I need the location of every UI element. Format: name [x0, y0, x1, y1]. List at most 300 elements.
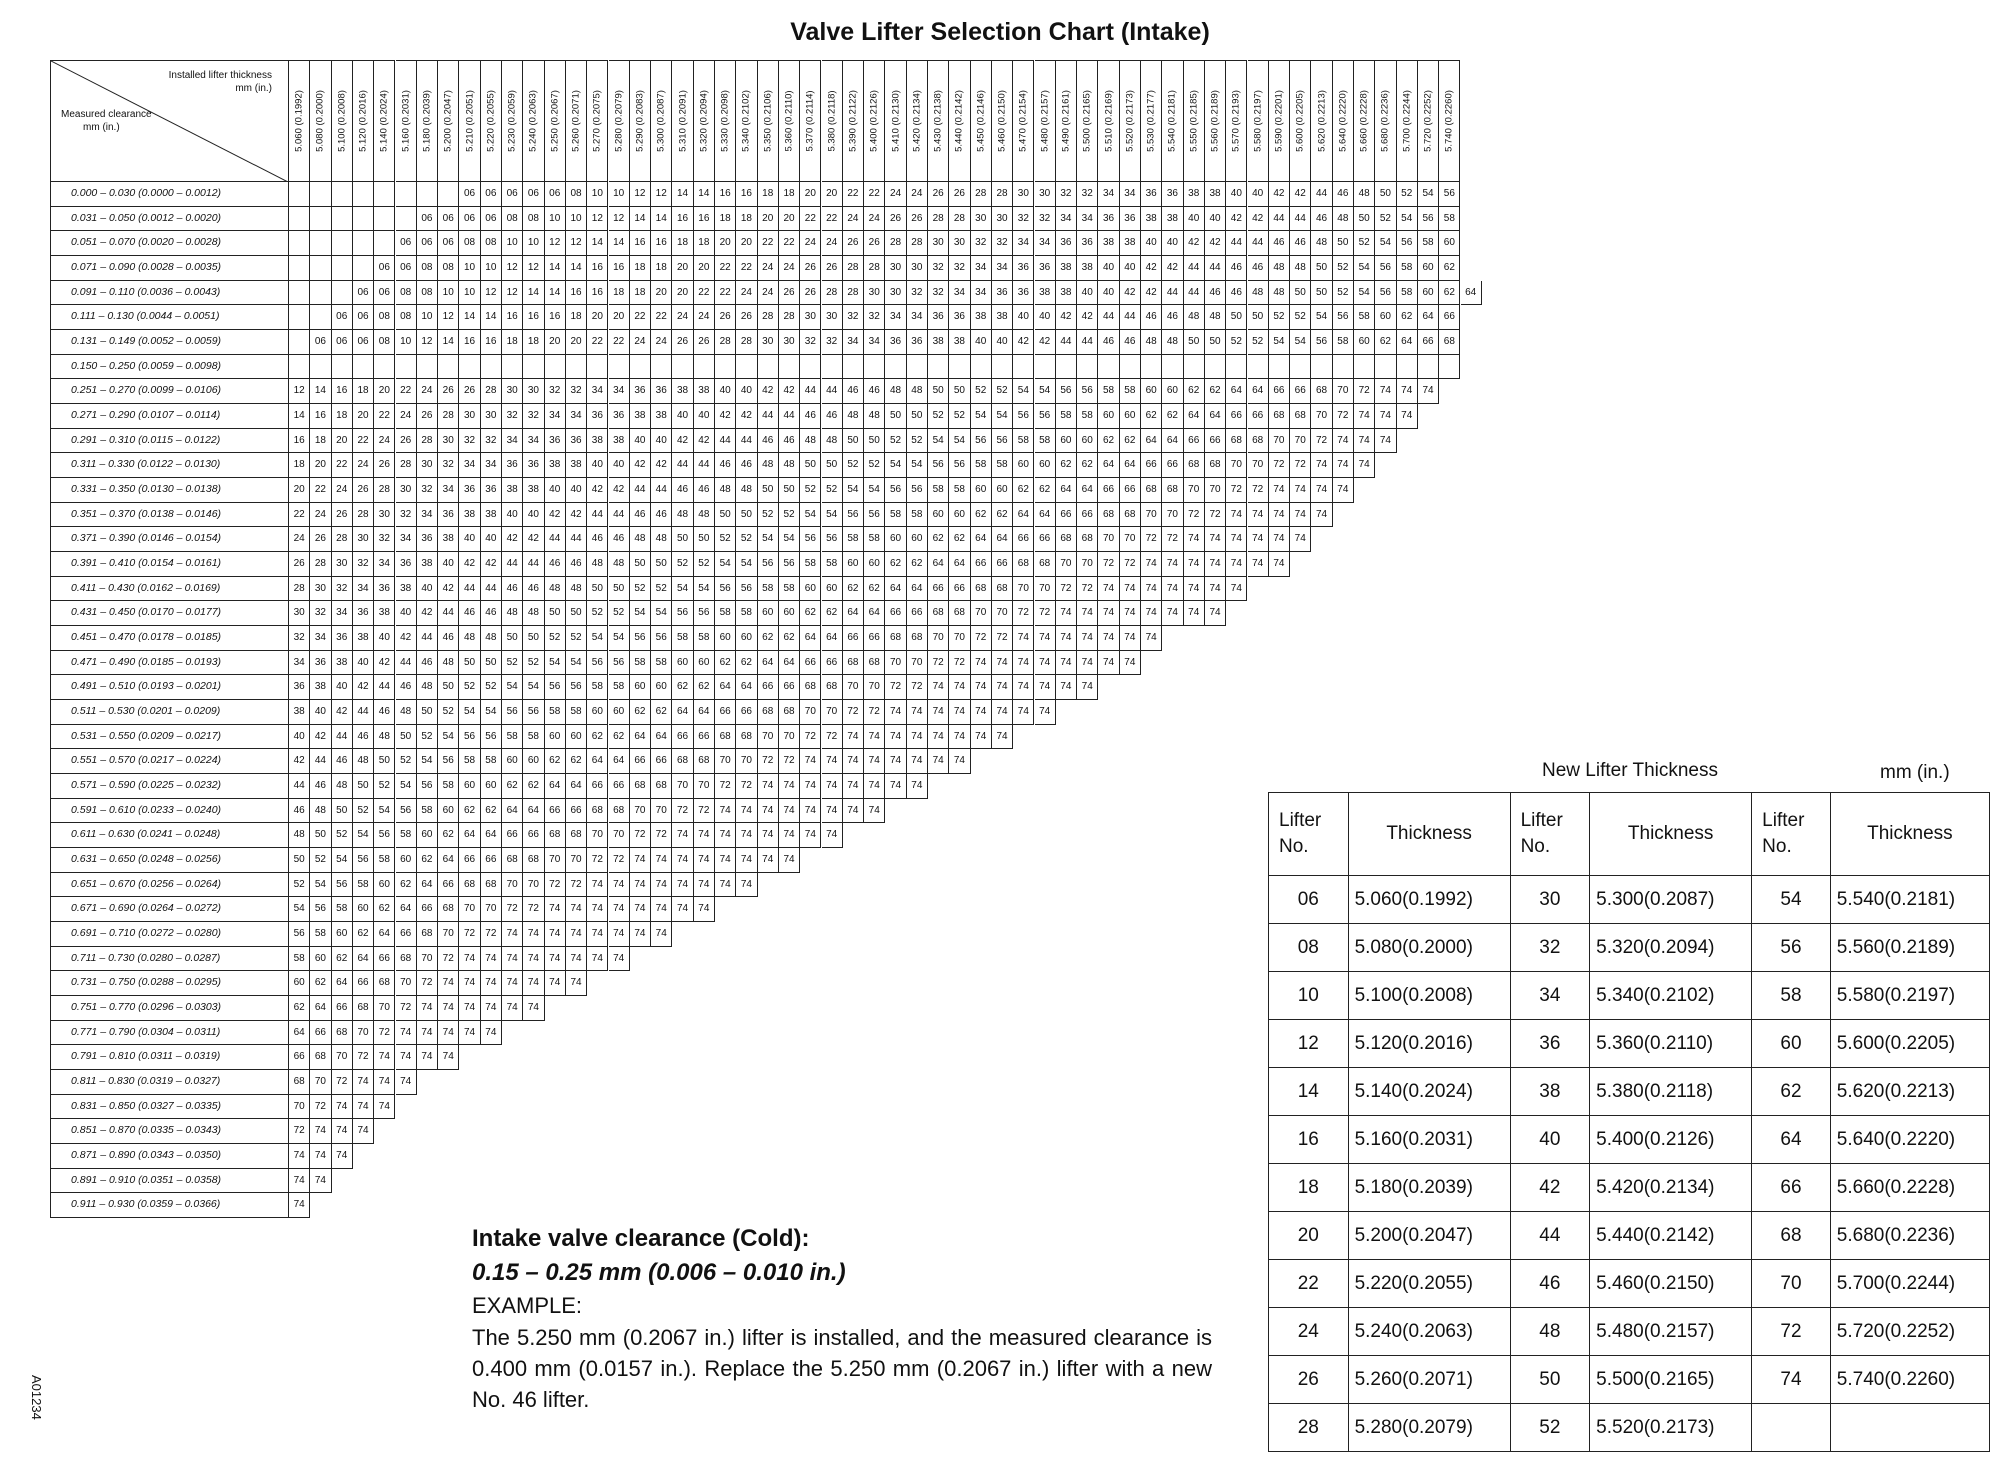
matrix-cell: 60: [1120, 404, 1141, 429]
matrix-cell: 32: [438, 453, 459, 478]
matrix-cell: 70: [800, 700, 821, 725]
matrix-cell: [310, 256, 331, 281]
matrix-cell: 54: [928, 429, 949, 454]
column-header-label: 5.300 (0.2087): [655, 90, 667, 152]
matrix-cell: 64: [800, 626, 821, 651]
matrix-cell: 36: [992, 281, 1013, 306]
lifter-thickness: 5.120(0.2016): [1348, 1020, 1510, 1068]
matrix-cell: 34: [396, 527, 417, 552]
matrix-cell: 32: [864, 305, 885, 330]
row-label: 0.111 – 0.130 (0.0044 – 0.0051): [50, 305, 289, 330]
matrix-cell: 72: [779, 749, 800, 774]
matrix-cell: 52: [864, 453, 885, 478]
matrix-cell: 72: [651, 823, 672, 848]
matrix-cell: 74: [417, 1045, 438, 1070]
matrix-cell: 50: [353, 774, 374, 799]
matrix-cell: 30: [758, 330, 779, 355]
matrix-cell: 74: [736, 873, 757, 898]
matrix-cell: 74: [1056, 601, 1077, 626]
column-header: [885, 60, 906, 182]
matrix-cell: 70: [459, 897, 480, 922]
row-label: 0.091 – 0.110 (0.0036 – 0.0043): [50, 281, 289, 306]
matrix-cell: 08: [481, 231, 502, 256]
matrix-cell: 20: [566, 330, 587, 355]
matrix-cell: 58: [545, 700, 566, 725]
matrix-cell: 60: [1056, 429, 1077, 454]
matrix-cell: [907, 355, 928, 380]
column-header: [672, 60, 693, 182]
matrix-cell: 70: [332, 1045, 353, 1070]
matrix-cell: 74: [1120, 626, 1141, 651]
matrix-cell: 70: [630, 799, 651, 824]
matrix-cell: 70: [843, 675, 864, 700]
matrix-cell: 66: [417, 897, 438, 922]
matrix-cell: 50: [566, 601, 587, 626]
matrix-cell: 10: [502, 231, 523, 256]
matrix-cell: 20: [779, 207, 800, 232]
matrix-cell: [630, 355, 651, 380]
lifter-row: [1269, 1116, 1990, 1164]
matrix-cell: 68: [438, 897, 459, 922]
matrix-cell: 74: [800, 774, 821, 799]
lifter-thickness: 5.060(0.1992): [1348, 876, 1510, 924]
matrix-cell: 72: [843, 700, 864, 725]
lifter-number: 16: [1269, 1116, 1349, 1164]
matrix-cell: 32: [1035, 207, 1056, 232]
matrix-cell: 74: [630, 897, 651, 922]
matrix-cell: 66: [992, 552, 1013, 577]
matrix-cell: 66: [523, 823, 544, 848]
matrix-cell: 14: [672, 182, 693, 207]
matrix-cell: 70: [566, 848, 587, 873]
column-header: [992, 60, 1013, 182]
matrix-cell: 12: [438, 305, 459, 330]
matrix-cell: 52: [822, 478, 843, 503]
matrix-cell: 70: [885, 651, 906, 676]
matrix-cell: 46: [864, 379, 885, 404]
matrix-cell: [715, 355, 736, 380]
matrix-cell: 74: [1035, 675, 1056, 700]
matrix-cell: 74: [310, 1119, 331, 1144]
matrix-cell: [289, 256, 310, 281]
matrix-cell: 60: [1439, 231, 1460, 256]
matrix-cell: 56: [800, 527, 821, 552]
column-header-label: 5.220 (0.2055): [485, 90, 497, 152]
matrix-cell: 70: [715, 749, 736, 774]
matrix-cell: 56: [843, 503, 864, 528]
matrix-cell: 68: [630, 774, 651, 799]
matrix-cell: 06: [417, 231, 438, 256]
matrix-cell: 52: [396, 749, 417, 774]
matrix-cell: 40: [353, 651, 374, 676]
matrix-cell: 54: [822, 503, 843, 528]
matrix-cell: 60: [949, 503, 970, 528]
row-label: 0.691 – 0.710 (0.0272 – 0.0280): [50, 922, 289, 947]
column-header: [481, 60, 502, 182]
matrix-cell: 64: [1162, 429, 1183, 454]
row-label: 0.831 – 0.850 (0.0327 – 0.0335): [50, 1095, 289, 1120]
matrix-cell: 74: [374, 1045, 395, 1070]
matrix-cell: 36: [630, 379, 651, 404]
matrix-cell: 48: [353, 749, 374, 774]
column-header: [459, 60, 480, 182]
matrix-cell: [651, 355, 672, 380]
matrix-cell: 74: [523, 996, 544, 1021]
matrix-cell: 22: [651, 305, 672, 330]
matrix-cell: 36: [353, 601, 374, 626]
lifter-thickness: 5.640(0.2220): [1830, 1116, 1989, 1164]
matrix-cell: 18: [289, 453, 310, 478]
matrix-cell: 72: [1141, 527, 1162, 552]
matrix-cell: 74: [459, 971, 480, 996]
matrix-cell: 06: [353, 305, 374, 330]
matrix-cell: 74: [1184, 577, 1205, 602]
matrix-cell: 48: [885, 379, 906, 404]
matrix-cell: 74: [1098, 601, 1119, 626]
matrix-cell: 68: [289, 1070, 310, 1095]
row-label: 0.671 – 0.690 (0.0264 – 0.0272): [50, 897, 289, 922]
matrix-cell: 54: [736, 552, 757, 577]
matrix-cell: 52: [779, 503, 800, 528]
matrix-cell: [481, 355, 502, 380]
matrix-cell: 50: [459, 651, 480, 676]
matrix-cell: 24: [736, 281, 757, 306]
matrix-cell: 56: [885, 478, 906, 503]
matrix-cell: 62: [672, 675, 693, 700]
matrix-cell: 52: [715, 527, 736, 552]
matrix-cell: 74: [800, 823, 821, 848]
matrix-cell: 74: [864, 725, 885, 750]
column-header-label: 5.500 (0.2165): [1081, 90, 1093, 152]
matrix-cell: 20: [609, 305, 630, 330]
matrix-cell: 62: [630, 700, 651, 725]
matrix-cell: 14: [609, 231, 630, 256]
matrix-cell: 64: [885, 577, 906, 602]
column-header-label: 5.060 (0.1992): [293, 90, 305, 152]
matrix-cell: 72: [459, 922, 480, 947]
column-header: [1205, 60, 1226, 182]
matrix-cell: 30: [885, 281, 906, 306]
matrix-cell: 46: [822, 404, 843, 429]
matrix-cell: 28: [396, 453, 417, 478]
matrix-cell: 74: [1162, 577, 1183, 602]
matrix-cell: 68: [481, 873, 502, 898]
lifter-number: 68: [1752, 1212, 1831, 1260]
column-header: [310, 60, 331, 182]
column-header-label: 5.100 (0.2008): [336, 90, 348, 152]
matrix-cell: 52: [1226, 330, 1247, 355]
row-label: 0.531 – 0.550 (0.0209 – 0.0217): [50, 725, 289, 750]
matrix-cell: 72: [907, 675, 928, 700]
matrix-cell: 56: [736, 577, 757, 602]
matrix-cell: 42: [651, 453, 672, 478]
matrix-cell: 66: [438, 873, 459, 898]
column-header: [1375, 60, 1396, 182]
matrix-cell: 64: [1248, 379, 1269, 404]
matrix-cell: 40: [481, 527, 502, 552]
corner-installed-line1: Installed lifter thickness: [168, 70, 272, 81]
matrix-cell: 62: [928, 527, 949, 552]
matrix-cell: 22: [374, 404, 395, 429]
row-label: 0.391 – 0.410 (0.0154 – 0.0161): [50, 552, 289, 577]
matrix-cell: 52: [651, 577, 672, 602]
matrix-cell: 26: [332, 503, 353, 528]
matrix-cell: 12: [481, 281, 502, 306]
matrix-cell: [822, 355, 843, 380]
matrix-cell: 42: [374, 651, 395, 676]
matrix-cell: 42: [310, 725, 331, 750]
matrix-cell: [396, 207, 417, 232]
matrix-cell: 68: [1290, 404, 1311, 429]
matrix-cell: 54: [800, 503, 821, 528]
matrix-cell: 62: [1375, 330, 1396, 355]
matrix-cell: 64: [502, 799, 523, 824]
matrix-cell: 52: [1269, 305, 1290, 330]
lifter-number: 44: [1510, 1212, 1590, 1260]
matrix-cell: 40: [502, 503, 523, 528]
matrix-cell: 40: [736, 379, 757, 404]
lifter-number: 26: [1269, 1356, 1349, 1404]
matrix-cell: 42: [1162, 256, 1183, 281]
column-header-label: 5.340 (0.2102): [740, 90, 752, 152]
matrix-cell: 40: [715, 379, 736, 404]
matrix-cell: 24: [332, 478, 353, 503]
matrix-cell: 74: [1205, 527, 1226, 552]
matrix-cell: 64: [609, 749, 630, 774]
column-header-label: 5.210 (0.2051): [464, 90, 476, 152]
matrix-cell: 14: [438, 330, 459, 355]
matrix-cell: [694, 355, 715, 380]
matrix-cell: 44: [523, 552, 544, 577]
matrix-cell: 70: [779, 725, 800, 750]
matrix-cell: 42: [545, 503, 566, 528]
matrix-cell: 72: [609, 848, 630, 873]
matrix-cell: 64: [864, 601, 885, 626]
matrix-cell: 50: [481, 651, 502, 676]
lifter-number: 58: [1752, 972, 1831, 1020]
column-header: [502, 60, 523, 182]
matrix-cell: 36: [502, 453, 523, 478]
matrix-cell: 62: [310, 971, 331, 996]
matrix-cell: 16: [694, 207, 715, 232]
column-header-label: 5.550 (0.2185): [1188, 90, 1200, 152]
matrix-cell: 74: [1205, 552, 1226, 577]
example-label: EXAMPLE:: [472, 1293, 583, 1318]
matrix-cell: 36: [1035, 256, 1056, 281]
matrix-cell: 38: [971, 305, 992, 330]
matrix-cell: 74: [1375, 379, 1396, 404]
matrix-cell: 70: [523, 873, 544, 898]
matrix-cell: 44: [459, 577, 480, 602]
matrix-cell: 26: [800, 256, 821, 281]
matrix-cell: 44: [1226, 231, 1247, 256]
matrix-cell: 42: [1056, 305, 1077, 330]
matrix-cell: 68: [864, 651, 885, 676]
matrix-cell: 74: [566, 947, 587, 972]
matrix-cell: 66: [1269, 379, 1290, 404]
matrix-cell: 74: [459, 996, 480, 1021]
matrix-cell: 26: [459, 379, 480, 404]
matrix-cell: 74: [1354, 453, 1375, 478]
matrix-cell: 24: [374, 429, 395, 454]
matrix-cell: 70: [822, 700, 843, 725]
lifter-thickness: 5.180(0.2039): [1348, 1164, 1510, 1212]
matrix-cell: 36: [907, 330, 928, 355]
matrix-cell: 24: [843, 207, 864, 232]
matrix-cell: 66: [1439, 305, 1460, 330]
column-header: [374, 60, 395, 182]
matrix-cell: 74: [1205, 577, 1226, 602]
matrix-cell: 28: [864, 256, 885, 281]
column-header-label: 5.580 (0.2197): [1252, 90, 1264, 152]
matrix-cell: 74: [800, 799, 821, 824]
matrix-cell: 74: [1077, 626, 1098, 651]
matrix-cell: 36: [587, 404, 608, 429]
matrix-cell: 14: [694, 182, 715, 207]
matrix-cell: 62: [1120, 429, 1141, 454]
matrix-cell: 66: [694, 725, 715, 750]
matrix-cell: 26: [736, 305, 757, 330]
matrix-cell: 26: [949, 182, 970, 207]
matrix-cell: 50: [1248, 305, 1269, 330]
matrix-cell: 06: [438, 231, 459, 256]
matrix-cell: 56: [1375, 281, 1396, 306]
matrix-cell: 50: [587, 577, 608, 602]
matrix-cell: 26: [672, 330, 693, 355]
matrix-cell: 56: [481, 725, 502, 750]
matrix-cell: 18: [651, 256, 672, 281]
matrix-cell: 40: [1035, 305, 1056, 330]
matrix-cell: 58: [672, 626, 693, 651]
matrix-cell: 22: [822, 207, 843, 232]
matrix-cell: 52: [694, 552, 715, 577]
column-header-label: 5.450 (0.2146): [975, 90, 987, 152]
matrix-cell: 46: [289, 799, 310, 824]
header-lifter-no: [1269, 793, 1349, 876]
matrix-cell: 74: [417, 1021, 438, 1046]
header-lifter-line2: No.: [1279, 836, 1309, 857]
matrix-cell: [417, 182, 438, 207]
column-header-label: 5.530 (0.2177): [1145, 90, 1157, 152]
matrix-cell: 60: [885, 527, 906, 552]
matrix-cell: 46: [1120, 330, 1141, 355]
matrix-cell: 16: [502, 305, 523, 330]
matrix-cell: 38: [1141, 207, 1162, 232]
matrix-cell: 20: [736, 231, 757, 256]
matrix-cell: 70: [1248, 453, 1269, 478]
matrix-cell: 16: [523, 305, 544, 330]
matrix-cell: 70: [502, 873, 523, 898]
matrix-cell: 70: [1120, 527, 1141, 552]
matrix-cell: 50: [332, 799, 353, 824]
matrix-cell: 72: [1098, 552, 1119, 577]
matrix-cell: 58: [630, 651, 651, 676]
matrix-cell: [885, 355, 906, 380]
column-header: [1269, 60, 1290, 182]
matrix-cell: 34: [459, 453, 480, 478]
matrix-cell: 16: [459, 330, 480, 355]
matrix-cell: 24: [310, 503, 331, 528]
column-header-label: 5.440 (0.2142): [953, 90, 965, 152]
matrix-cell: 50: [609, 577, 630, 602]
matrix-cell: 26: [907, 207, 928, 232]
matrix-cell: 12: [651, 182, 672, 207]
row-label: 0.071 – 0.090 (0.0028 – 0.0035): [50, 256, 289, 281]
matrix-cell: 70: [949, 626, 970, 651]
matrix-cell: 52: [1290, 305, 1311, 330]
matrix-cell: 44: [289, 774, 310, 799]
column-header: [1141, 60, 1162, 182]
matrix-cell: 72: [1205, 503, 1226, 528]
matrix-cell: 48: [396, 700, 417, 725]
matrix-cell: 68: [609, 799, 630, 824]
matrix-cell: 44: [630, 478, 651, 503]
column-header-label: 5.380 (0.2118): [826, 90, 838, 152]
matrix-cell: 74: [587, 897, 608, 922]
matrix-cell: 74: [1333, 429, 1354, 454]
matrix-cell: 50: [758, 478, 779, 503]
matrix-cell: 30: [353, 527, 374, 552]
matrix-cell: 48: [374, 725, 395, 750]
matrix-cell: 60: [1141, 379, 1162, 404]
matrix-cell: 48: [1162, 330, 1183, 355]
matrix-cell: 46: [843, 379, 864, 404]
row-label: 0.431 – 0.450 (0.0170 – 0.0177): [50, 601, 289, 626]
matrix-cell: 74: [396, 1021, 417, 1046]
matrix-cell: 72: [310, 1095, 331, 1120]
matrix-cell: 58: [609, 675, 630, 700]
matrix-cell: 30: [396, 478, 417, 503]
matrix-cell: [587, 355, 608, 380]
matrix-cell: 48: [417, 675, 438, 700]
matrix-cell: 58: [374, 848, 395, 873]
matrix-cell: 68: [587, 799, 608, 824]
matrix-cell: 74: [1184, 552, 1205, 577]
matrix-cell: 32: [289, 626, 310, 651]
matrix-cell: 72: [992, 626, 1013, 651]
lifter-thickness: 5.660(0.2228): [1830, 1164, 1989, 1212]
matrix-cell: 08: [502, 207, 523, 232]
matrix-cell: 14: [545, 281, 566, 306]
matrix-cell: 68: [907, 626, 928, 651]
matrix-cell: 46: [481, 601, 502, 626]
matrix-cell: [353, 182, 374, 207]
matrix-cell: 42: [736, 404, 757, 429]
matrix-cell: 46: [353, 725, 374, 750]
matrix-cell: 18: [502, 330, 523, 355]
matrix-cell: 56: [1311, 330, 1332, 355]
matrix-cell: 54: [1290, 330, 1311, 355]
matrix-cell: [332, 207, 353, 232]
matrix-cell: 64: [822, 626, 843, 651]
matrix-cell: 12: [609, 207, 630, 232]
matrix-cell: 70: [1205, 478, 1226, 503]
matrix-cell: 16: [672, 207, 693, 232]
column-header-label: 5.720 (0.2252): [1422, 90, 1434, 152]
matrix-cell: 58: [1098, 379, 1119, 404]
matrix-cell: 50: [523, 626, 544, 651]
matrix-cell: [310, 207, 331, 232]
matrix-cell: 54: [1375, 231, 1396, 256]
matrix-cell: 38: [1120, 231, 1141, 256]
matrix-cell: 14: [289, 404, 310, 429]
matrix-cell: 64: [481, 823, 502, 848]
matrix-cell: 66: [1418, 330, 1439, 355]
matrix-cell: 30: [523, 379, 544, 404]
matrix-cell: 40: [310, 700, 331, 725]
lifter-table-body: [1269, 876, 1990, 1452]
matrix-cell: 22: [864, 182, 885, 207]
